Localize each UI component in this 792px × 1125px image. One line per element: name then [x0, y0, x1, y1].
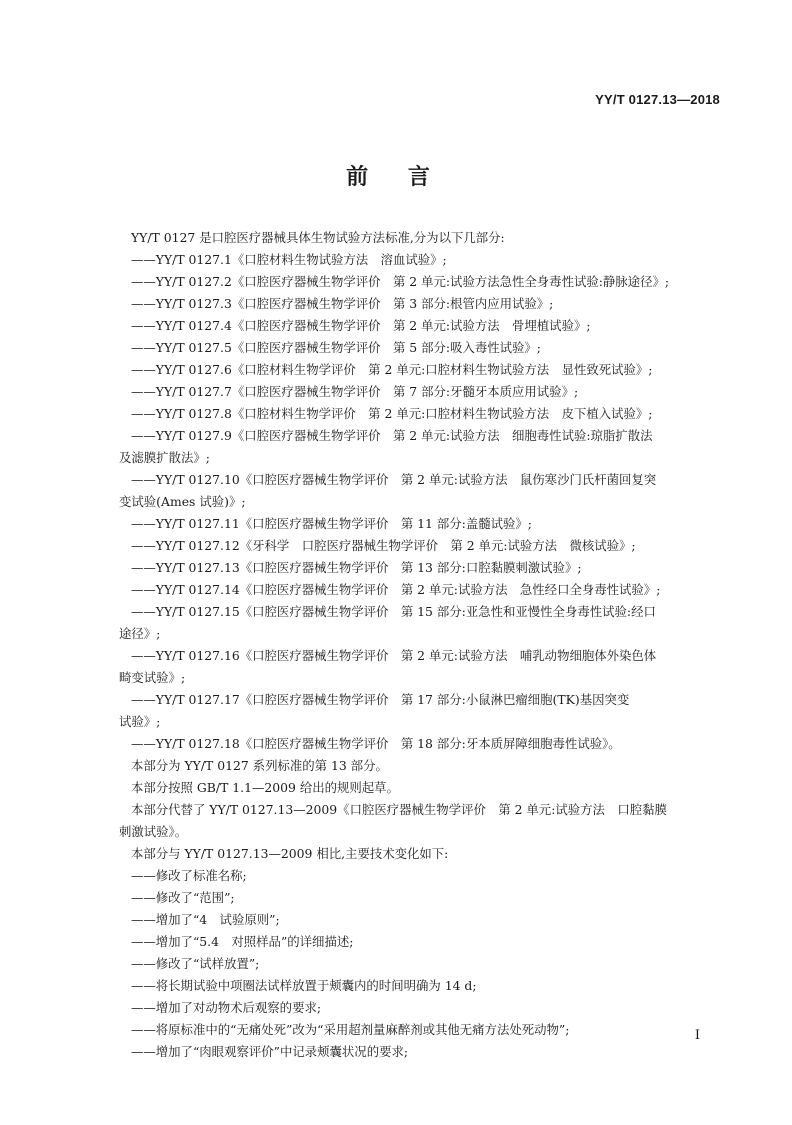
- standard-code: YY/T 0127.13—2018: [595, 92, 720, 107]
- list-item: ——YY/T 0127.10《口腔医疗器械生物学评价 第 2 单元:试验方法 鼠伤寒沙门氏杆菌回复突: [131, 472, 657, 487]
- list-item-continuation: 及滤膜扩散法》;: [119, 450, 210, 465]
- changes-list: [131, 865, 721, 1063]
- list-item: ——将原标准中的“无痛处死”改为“采用超剂量麻醉剂或其他无痛方法处死动物”;: [131, 1022, 570, 1037]
- list-item: ——YY/T 0127.9《口腔医疗器械生物学评价 第 2 单元:试验方法 细胞毒性试验:琼脂扩散法: [131, 428, 653, 443]
- list-item-continuation: 试验》;: [119, 714, 161, 729]
- intro-paragraph: YY/T 0127 是口腔医疗器械具体生物试验方法标准,分为以下几部分:: [131, 230, 505, 245]
- list-item: ——修改了“范围”;: [131, 890, 235, 905]
- list-item: ——增加了“5.4 对照样品”的详细描述;: [131, 934, 354, 949]
- list-item-continuation: 变试验(Ames 试验)》;: [119, 494, 246, 509]
- paragraph-drafting-rules: 本部分按照 GB/T 1.1—2009 给出的规则起草。: [131, 780, 399, 795]
- list-item: ——YY/T 0127.2《口腔医疗器械生物学评价 第 2 单元:试验方法急性全身毒性试验:静脉途径》;: [131, 274, 670, 289]
- list-item: ——将长期试验中项圈法试样放置于颊囊内的时间明确为 14 d;: [131, 978, 477, 993]
- list-item: ——YY/T 0127.8《口腔材料生物学评价 第 2 单元:口腔材料生物试验方法 皮下植入试验》;: [131, 406, 653, 421]
- list-item: ——增加了“肉眼观察评价”中记录颊囊状况的要求;: [131, 1044, 409, 1059]
- list-item: ——YY/T 0127.6《口腔材料生物学评价 第 2 单元:口腔材料生物试验方法 显性致死试验》;: [131, 362, 653, 377]
- page-title: 前 言: [346, 164, 446, 190]
- list-item: ——修改了标准名称;: [131, 868, 247, 883]
- list-item: ——修改了“试样放置”;: [131, 956, 260, 971]
- list-item: ——YY/T 0127.1《口腔材料生物试验方法 溶血试验》;: [131, 252, 447, 267]
- paragraph-changes-intro: 本部分与 YY/T 0127.13—2009 相比,主要技术变化如下:: [131, 846, 449, 861]
- list-item: ——YY/T 0127.7《口腔医疗器械生物学评价 第 7 部分:牙髓牙本质应用试验》;: [131, 384, 579, 399]
- list-item: ——增加了“4 试验原则”;: [131, 912, 280, 927]
- paragraph-replaces-continuation: 刺激试验》。: [119, 824, 188, 839]
- list-item: ——YY/T 0127.14《口腔医疗器械生物学评价 第 2 单元:试验方法 急性经口全身毒性试验》;: [131, 582, 661, 597]
- list-item: ——YY/T 0127.4《口腔医疗器械生物学评价 第 2 单元:试验方法 骨埋植试验》;: [131, 318, 591, 333]
- parts-list: [119, 249, 721, 755]
- list-item: ——增加了对动物术后观察的要求;: [131, 1000, 322, 1015]
- list-item: ——YY/T 0127.15《口腔医疗器械生物学评价 第 15 部分:亚急性和亚慢性全身毒性试验:经口: [131, 604, 656, 619]
- paragraph-series: 本部分为 YY/T 0127 系列标准的第 13 部分。: [131, 758, 388, 773]
- list-item: ——YY/T 0127.18《口腔医疗器械生物学评价 第 18 部分:牙本质屏障细胞毒性试验》。: [131, 736, 621, 751]
- document-body: [119, 227, 721, 1063]
- list-item-continuation: 途径》;: [119, 626, 161, 641]
- page-number: I: [694, 1028, 700, 1043]
- list-item-continuation: 畸变试验》;: [119, 670, 186, 685]
- list-item: ——YY/T 0127.5《口腔医疗器械生物学评价 第 5 部分:吸入毒性试验》;: [131, 340, 541, 355]
- list-item: ——YY/T 0127.17《口腔医疗器械生物学评价 第 17 部分:小鼠淋巴瘤细胞(TK)基因突变: [131, 692, 630, 707]
- paragraph-replaces: 本部分代替了 YY/T 0127.13—2009《口腔医疗器械生物学评价 第 2 单元:试验方法 口腔黏膜: [131, 802, 667, 817]
- list-item: ——YY/T 0127.12《牙科学 口腔医疗器械生物学评价 第 2 单元:试验方法 微核试验》;: [131, 538, 636, 553]
- list-item: ——YY/T 0127.13《口腔医疗器械生物学评价 第 13 部分:口腔黏膜刺激试验》;: [131, 560, 582, 575]
- list-item: ——YY/T 0127.11《口腔医疗器械生物学评价 第 11 部分:盖髓试验》;: [131, 516, 532, 531]
- list-item: ——YY/T 0127.3《口腔医疗器械生物学评价 第 3 部分:根管内应用试验》;: [131, 296, 554, 311]
- list-item: ——YY/T 0127.16《口腔医疗器械生物学评价 第 2 单元:试验方法 哺乳动物细胞体外染色体: [131, 648, 657, 663]
